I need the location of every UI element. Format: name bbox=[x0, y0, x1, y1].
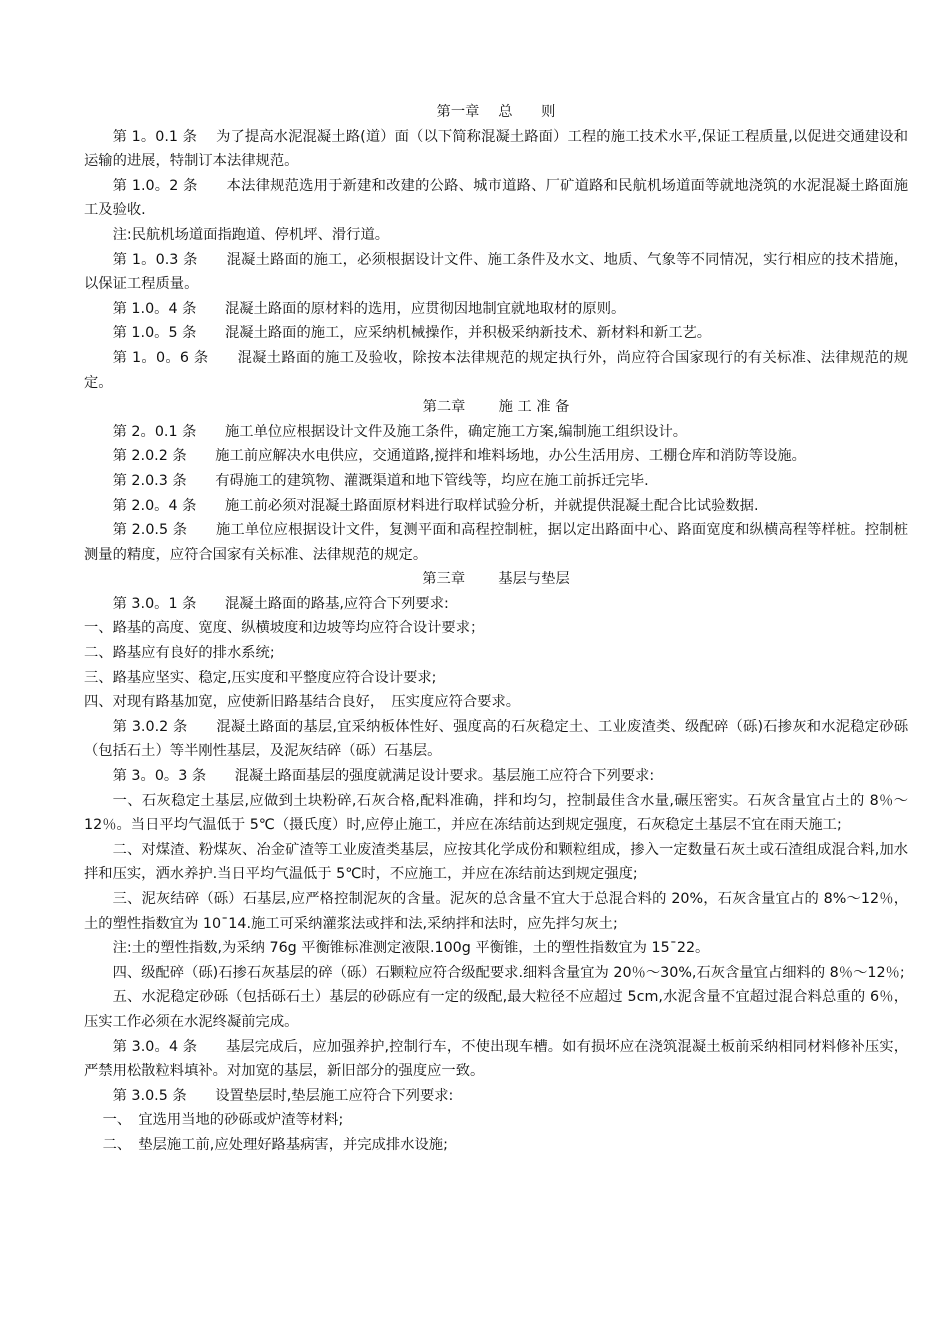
article-2-0-3: 第 2.0.3 条 有碍施工的建筑物、灌溉渠道和地下管线等，均应在施工前拆迁完毕. bbox=[112, 472, 649, 489]
article-1-0-5: 第 1.0。5 条 混凝土路面的施工，应采纳机械操作，并积极采纳新技术、新材料和新工艺。 bbox=[112, 325, 712, 342]
article-1-0-1: 第 1。0.1 条 为了提高水泥混凝土路(道）面（以下简称混凝土路面）工程的施工技术水平,保证工程质量,以促进交通建设和运输的进展，特制订本法律规范。 bbox=[84, 128, 908, 170]
article-3-0-3-note: 注:土的塑性指数,为采纳 76g 平衡锥标准测定液限.100g 平衡锥，土的塑性指数宜为 15¯22。 bbox=[112, 940, 710, 957]
article-3-0-4: 第 3.0。4 条 基层完成后，应加强养护,控制行车，不使出现车槽。如有损坏应在浇筑混凝土板前采纳相同材料修补压实，严禁用松散粒料填补。对加宽的基层，新旧部分的强度应一致。 bbox=[84, 1038, 908, 1080]
article-1-0-6: 第 1。0。6 条 混凝土路面的施工及验收，除按本法律规范的规定执行外，尚应符合国家现行的有关标准、法律规范的规定。 bbox=[84, 349, 908, 391]
list-item: 一、石灰稳定土基层,应做到土块粉碎,石灰合格,配料准确，拌和均匀，控制最佳含水量,碾压密实。石灰含量宜占土的 8％～12％。当日平均气温低于 5℃（摄氏度）时,应停止施工，并应在冻结前达到规定强度，石灰稳定土基层不宜在雨天施工; bbox=[84, 792, 908, 834]
article-2-0-4: 第 2.0。4 条 施工前必须对混凝土路面原材料进行取样试验分析，并就提供混凝土配合比试验数据. bbox=[112, 497, 759, 514]
article-1-0-4: 第 1.0。4 条 混凝土路面的原材料的选用，应贯彻因地制宜就地取材的原则。 bbox=[112, 300, 626, 317]
list-item: 四、对现有路基加宽，应使新旧路基结合良好， 压实度应符合要求。 bbox=[84, 694, 521, 711]
article-2-0-1: 第 2。0.1 条 施工单位应根据设计文件及施工条件，确定施工方案,编制施工组织设计。 bbox=[112, 423, 688, 440]
article-2-0-5: 第 2.0.5 条 施工单位应根据设计文件，复测平面和高程控制桩，据以定出路面中心、路面宽度和纵横高程等样桩。控制桩测量的精度，应符合国家有关标准、法律规范的规定。 bbox=[84, 522, 908, 563]
list-item: 一、路基的高度、宽度、纵横坡度和边坡等均应符合设计要求； bbox=[84, 620, 485, 637]
list-item: 二、对煤渣、粉煤灰、冶金矿渣等工业废渣类基层，应按其化学成份和颗粒组成，掺入一定数量石灰土或石渣组成混合料,加水拌和压实，洒水养护.当日平均气温低于 5℃时，不应施工，并应在冻结前达到规定强度; bbox=[84, 841, 908, 883]
article-3-0-3: 第 3。0。3 条 混凝土路面基层的强度就满足设计要求。基层施工应符合下列要求: bbox=[112, 768, 655, 785]
document-page bbox=[84, 100, 908, 1158]
chapter-3-title: 第三章 基层与垫层 bbox=[422, 571, 570, 588]
list-item: 三、路基应坚实、稳定,压实度和平整度应符合设计要求; bbox=[84, 669, 437, 686]
article-2-0-2: 第 2.0.2 条 施工前应解决水电供应，交通道路,搅拌和堆料场地，办公生活用房、工棚仓库和消防等设施。 bbox=[112, 448, 806, 465]
article-3-0-2: 第 3.0.2 条 混凝土路面的基层,宜采纳板体性好、强度高的石灰稳定土、工业废渣类、级配碎（砾)石掺灰和水泥稳定砂砾（包括石土）等半刚性基层，及泥灰结碎（砾）石基层。 bbox=[84, 718, 908, 760]
article-1-0-3: 第 1。0.3 条 混凝土路面的施工，必须根据设计文件、施工条件及水文、地质、气象等不同情况，实行相应的技术措施，以保证工程质量。 bbox=[84, 251, 908, 293]
article-1-0-2-note: 注:民航机场道面指跑道、停机坪、滑行道。 bbox=[112, 226, 390, 243]
list-item: 一、 宜选用当地的砂砾或炉渣等材料; bbox=[102, 1112, 344, 1129]
list-item: 二、 垫层施工前,应处理好路基病害，并完成排水设施; bbox=[102, 1136, 448, 1153]
chapter-2-title: 第二章 施 工 准 备 bbox=[422, 399, 570, 416]
article-3-0-1: 第 3.0。1 条 混凝土路面的路基,应符合下列要求: bbox=[112, 595, 449, 612]
article-3-0-5: 第 3.0.5 条 设置垫层时,垫层施工应符合下列要求: bbox=[112, 1087, 454, 1104]
list-item: 二、路基应有良好的排水系统; bbox=[84, 645, 275, 662]
article-1-0-2: 第 1.0。2 条 本法律规范选用于新建和改建的公路、城市道路、厂矿道路和民航机场道面等就地浇筑的水泥混凝土路面施工及验收. bbox=[84, 177, 908, 219]
list-item: 五、水泥稳定砂砾（包括砾石土）基层的砂砾应有一定的级配,最大粒径不应超过 5cm,水泥含量不宜超过混合料总重的 6％，压实工作必须在水泥终凝前完成。 bbox=[84, 989, 908, 1030]
chapter-1-title: 第一章 总 则 bbox=[436, 104, 556, 120]
list-item: 三、泥灰结碎（砾）石基层,应严格控制泥灰的含量。泥灰的总含量不宜大于总混合料的 20%，石灰含量宜占的 8%～12％，土的塑性指数宜为 10¯14.施工可采纳灌浆法或拌和法,采纳拌和法时，应先拌匀灰土; bbox=[84, 891, 908, 932]
list-item: 四、级配碎（砾)石掺石灰基层的碎（砾）石颗粒应符合级配要求.细料含量宜为 20％～30%,石灰含量宜占细料的 8％～12％; bbox=[112, 964, 905, 981]
